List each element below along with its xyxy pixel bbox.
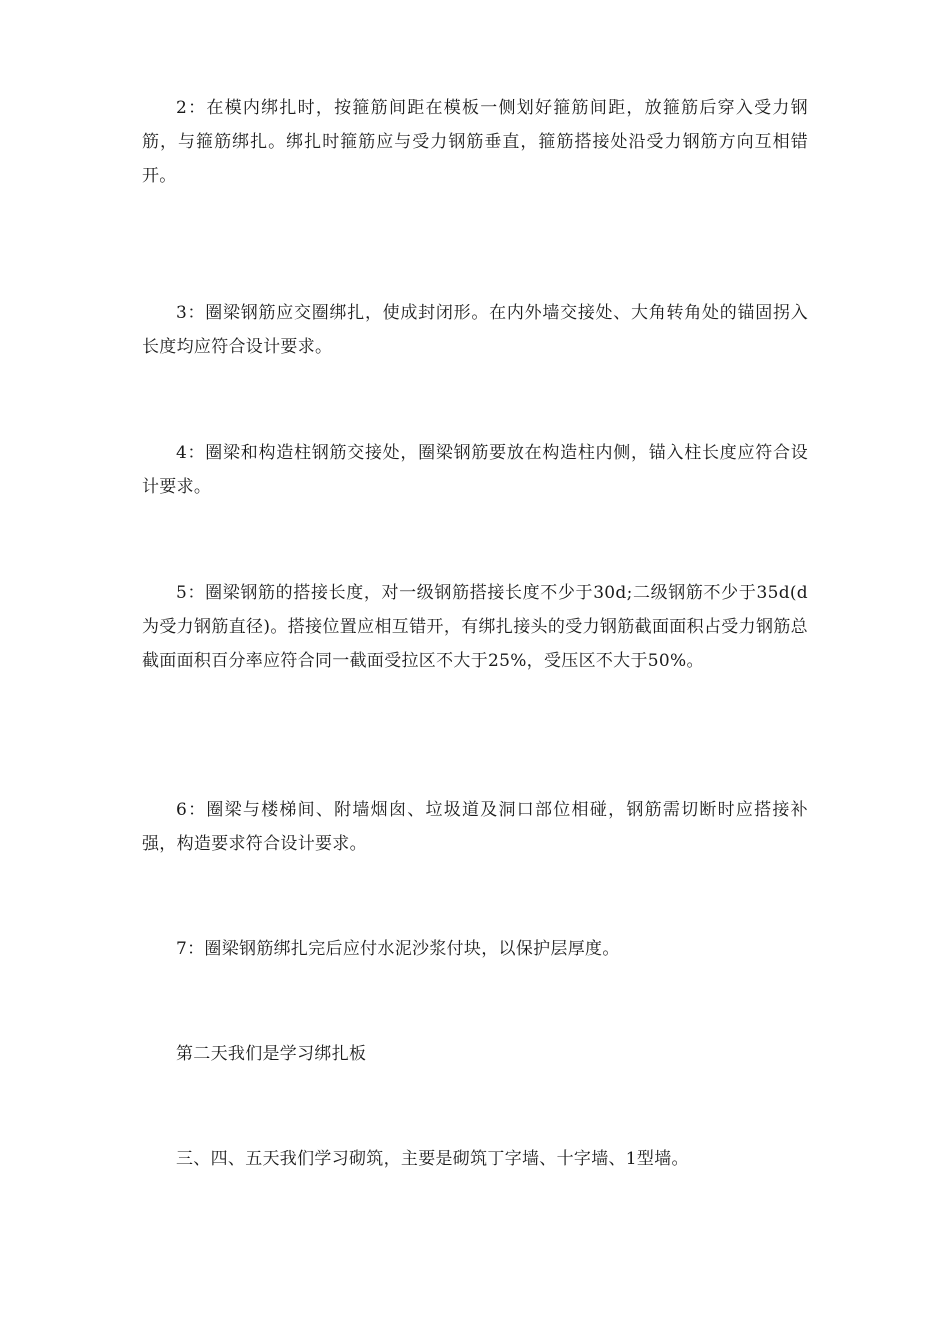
paragraph-step-6: 6：圈梁与楼梯间、附墙烟囱、垃圾道及洞口部位相碰，钢筋需切断时应搭接补强，构造要求符合设计要求。 [142, 800, 808, 854]
paragraph-step-4: 4：圈梁和构造柱钢筋交接处，圈梁钢筋要放在构造柱内侧，锚入柱长度应符合设计要求。 [142, 443, 808, 497]
paragraph-step-3: 3：圈梁钢筋应交圈绑扎，使成封闭形。在内外墙交接处、大角转角处的锚固拐入长度均应符合设计要求。 [142, 303, 808, 357]
paragraph-day-two: 第二天我们是学习绑扎板 [176, 1044, 367, 1064]
paragraph-step-2: 2：在模内绑扎时，按箍筋间距在模板一侧划好箍筋间距，放箍筋后穿入受力钢筋，与箍筋绑扎。绑扎时箍筋应与受力钢筋垂直，箍筋搭接处沿受力钢筋方向互相错开。 [142, 98, 808, 186]
paragraph-step-7: 7：圈梁钢筋绑扎完后应付水泥沙浆付块，以保护层厚度。 [176, 939, 620, 959]
paragraph-step-5: 5：圈梁钢筋的搭接长度，对一级钢筋搭接长度不少于30d;二级钢筋不少于35d(d为受力钢筋直径)。搭接位置应相互错开，有绑扎接头的受力钢筋截面面积占受力钢筋总截面面积百分率应符合同一截面受拉区不大于25%，受压区不大于50%。 [142, 583, 808, 671]
paragraph-days-three-to-five: 三、四、五天我们学习砌筑，主要是砌筑丁字墙、十字墙、1型墙。 [176, 1149, 689, 1169]
